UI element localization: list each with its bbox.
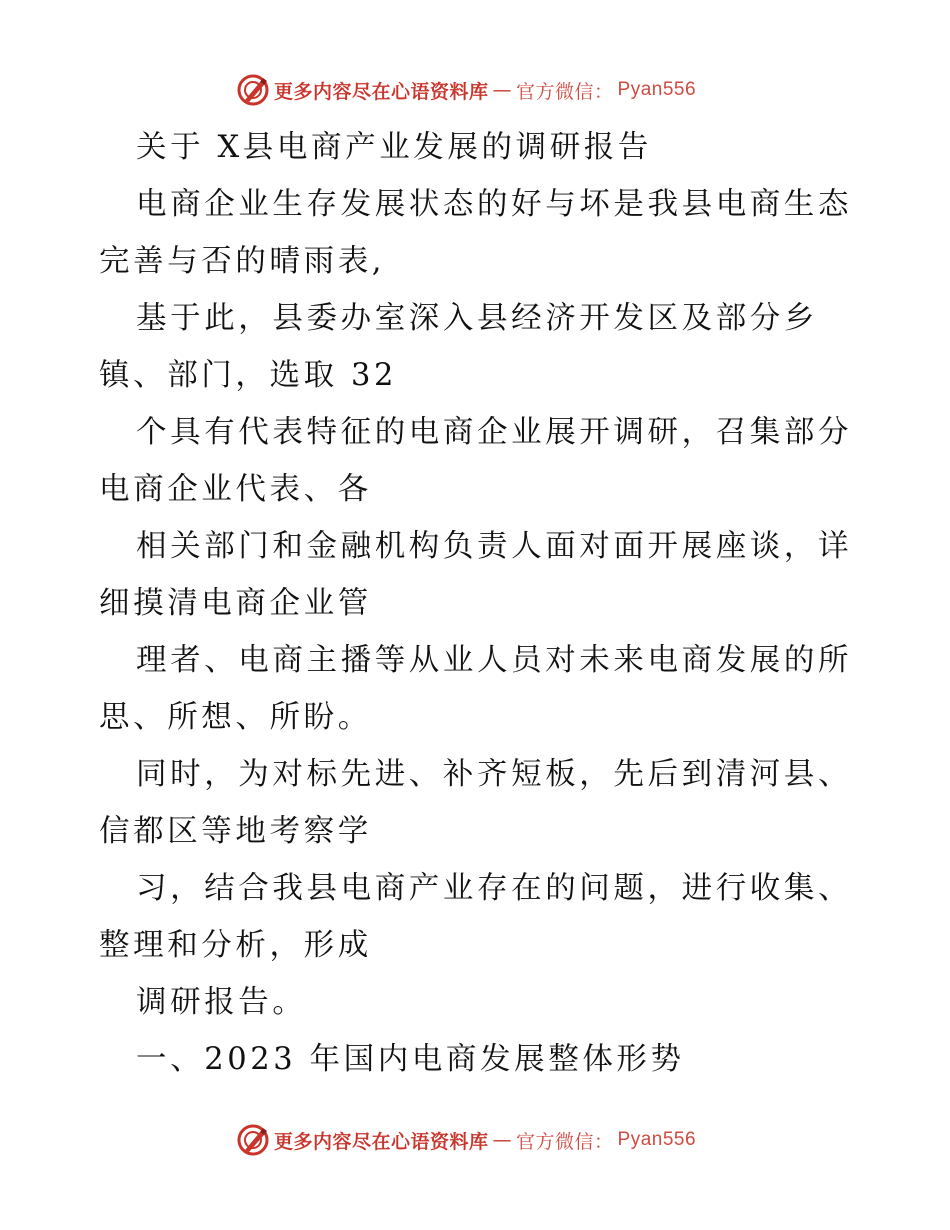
paragraph-line: 电商企业代表、各 <box>99 472 372 507</box>
document-title: 关于 X县电商产业发展的调研报告 <box>136 130 653 165</box>
watermark-wechat-label: 官方微信： <box>516 1130 614 1153</box>
watermark-wechat-id: Pyan556 <box>617 1129 697 1150</box>
paragraph-line: 个具有代表特征的电商企业展开调研，召集部分 <box>136 415 853 450</box>
watermark-wechat-id: Pyan556 <box>617 79 697 100</box>
paragraph-line: 基于此，县委办室深入县经济开发区及部分乡 <box>136 301 818 336</box>
watermark-main-text: 更多内容尽在心语资料库 <box>274 1130 489 1153</box>
pen-circle-logo-icon <box>236 1123 270 1157</box>
paragraph-line: 电商企业生存发展状态的好与坏是我县电商生态 <box>136 187 853 222</box>
document-body <box>99 119 859 1088</box>
paragraph-line: 镇、部门，选取 32 <box>99 358 398 393</box>
watermark-separator: — <box>492 1129 513 1151</box>
paragraph-line: 理者、电商主播等从业人员对未来电商发展的所 <box>136 643 853 678</box>
watermark-main-text: 更多内容尽在心语资料库 <box>274 80 489 103</box>
watermark-separator: — <box>492 79 513 101</box>
pen-circle-logo-icon <box>236 73 270 107</box>
paragraph-line: 同时，为对标先进、补齐短板，先后到清河县、 <box>136 757 853 792</box>
paragraph-line: 完善与否的晴雨表, <box>99 244 386 279</box>
paragraph-line: 细摸清电商企业管 <box>99 586 372 621</box>
paragraph-line: 整理和分析，形成 <box>99 928 372 963</box>
watermark-wechat-label: 官方微信： <box>516 80 614 103</box>
paragraph-line: 信都区等地考察学 <box>99 814 372 849</box>
paragraph-line: 思、所想、所盼。 <box>99 700 372 735</box>
section-heading: 一、2023 年国内电商发展整体形势 <box>136 1042 685 1077</box>
paragraph-line: 相关部门和金融机构负责人面对面开展座谈，详 <box>136 529 853 564</box>
header-watermark <box>236 72 696 108</box>
paragraph-line: 习，结合我县电商产业存在的问题，进行收集、 <box>136 871 853 906</box>
footer-watermark <box>236 1122 696 1158</box>
paragraph-line: 调研报告。 <box>136 985 307 1020</box>
